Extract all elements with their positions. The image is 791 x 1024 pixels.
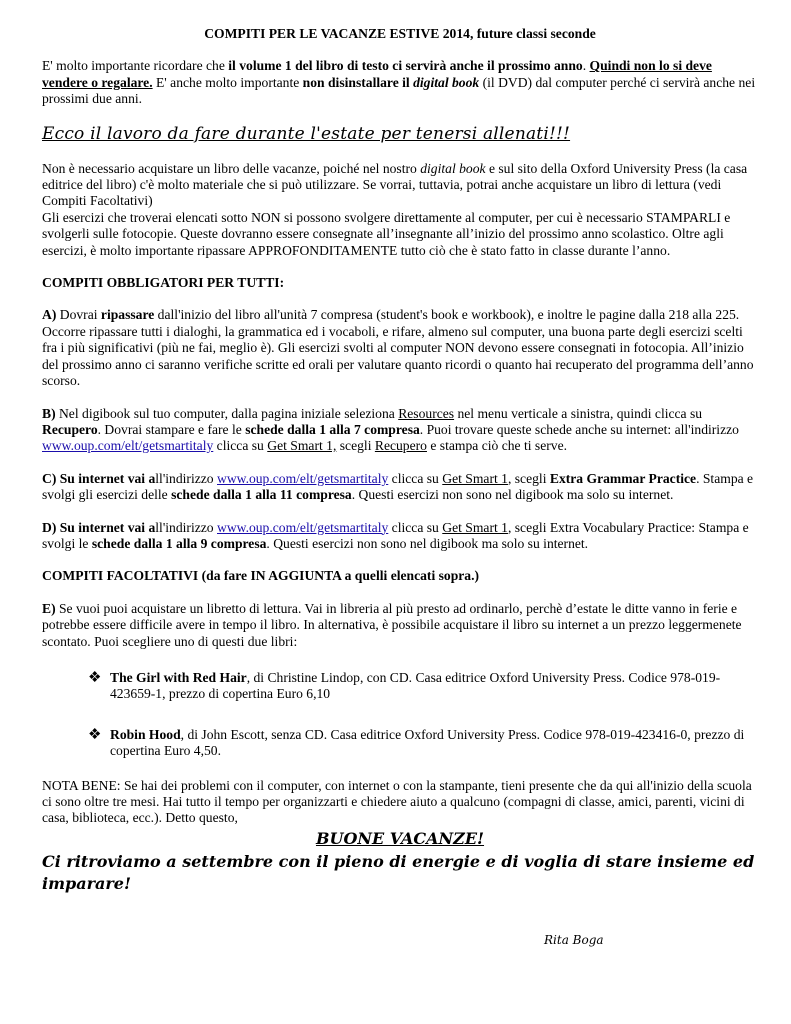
paragraph-d bbox=[42, 520, 758, 553]
signature: Rita Boga bbox=[544, 933, 604, 947]
para-text: scegli bbox=[336, 438, 375, 454]
paragraph-a bbox=[42, 307, 758, 389]
para-text: clicca su bbox=[388, 470, 443, 486]
intro-bold-italic: digital book bbox=[413, 74, 480, 90]
para-text: . Questi esercizi non sono nel digibook ma solo su internet. bbox=[266, 535, 589, 551]
para-underline: Recupero bbox=[374, 438, 427, 454]
para-italic: digital book bbox=[420, 160, 486, 176]
para-bold: schede dalla 1 alla 9 compresa bbox=[91, 535, 267, 551]
para-text: clicca su bbox=[213, 438, 268, 454]
para-underline: Get Smart 1 bbox=[442, 470, 508, 486]
book-list-item bbox=[88, 670, 758, 703]
diamond-bullet-icon: ❖ bbox=[88, 726, 102, 743]
para-text: ll'indirizzo bbox=[155, 470, 217, 486]
paragraph-c bbox=[42, 471, 758, 504]
intro-bold-underline: Quindi non lo si deve vendere o regalare. bbox=[42, 58, 712, 90]
document-title: COMPITI PER LE VACANZE ESTIVE 2014, future classi seconde bbox=[204, 26, 596, 41]
book-details: , di John Escott, senza CD. Casa editrice Oxford University Press. Codice 978-019-423416-0, prezzo di copertina Euro 4,50. bbox=[110, 726, 745, 759]
intro-bold-nondisinstallare: non disinstallare il bbox=[302, 74, 414, 90]
para-text: nel menu verticale a sinistra, quindi clicca su bbox=[454, 405, 703, 421]
para-text: , scegli bbox=[507, 470, 550, 486]
heading-facoltativi: COMPITI FACOLTATIVI (da fare IN AGGIUNTA a quelli elencati sopra.) bbox=[42, 568, 480, 584]
para-text: ll'indirizzo bbox=[155, 519, 217, 535]
para-underline: Get Smart 1, bbox=[267, 438, 337, 454]
intro-text: . bbox=[582, 58, 590, 74]
item-label: B) bbox=[42, 405, 56, 421]
book-details: , di Christine Lindop, con CD. Casa editrice Oxford University Press. Codice 978-019-423659-1, prezzo di copertina Euro 6,10 bbox=[110, 669, 721, 702]
para-bold: schede dalla 1 alla 7 compresa bbox=[245, 421, 420, 437]
heading-obbligatori: COMPITI OBBLIGATORI PER TUTTI: bbox=[42, 275, 285, 291]
intro-bold-volume: il volume 1 del libro di testo ci servirà anche il prossimo anno bbox=[228, 58, 583, 74]
para-underline: Get Smart 1 bbox=[442, 519, 508, 535]
para-text: e stampa ciò che ti serve. bbox=[426, 438, 568, 454]
para-text: e sul sito della Oxford University Press (la casa editrice del libro) c'è molto materiale che si può utilizzare. Se vorrai, tuttavia, potrai anche acquistare un libro di lettura (vedi Compiti Facoltativi) bbox=[42, 160, 748, 209]
para-text: . Puoi trovare queste schede anche su internet: all'indirizzo bbox=[419, 421, 739, 437]
nota-bene-paragraph: NOTA BENE: Se hai dei problemi con il computer, con internet o con la stampante, tieni presente che da qui all'inizio della scuola ci sono oltre tre mesi. Hai tutto il tempo per organizzarti e chiedere aiuto a qualcuno (compagni di classe, amici, parenti, vicini di casa, biblioteca, ecc.). Detto questo, bbox=[42, 777, 752, 826]
paragraph-e bbox=[42, 601, 758, 650]
para-text: clicca su bbox=[388, 519, 443, 535]
item-label: E) bbox=[42, 600, 56, 616]
paragraph-non-necessario bbox=[42, 161, 758, 259]
diamond-bullet-icon: ❖ bbox=[88, 669, 102, 686]
closing-line: Ci ritroviamo a settembre con il pieno di energie e di voglia di stare insieme ed imparare! bbox=[42, 851, 755, 893]
para-bold: Extra Grammar Practice bbox=[549, 470, 697, 486]
item-label: A) bbox=[42, 307, 57, 323]
para-text: Dovrai bbox=[56, 307, 101, 323]
oup-link[interactable]: www.oup.com/elt/getsmartitaly bbox=[217, 470, 389, 486]
para-bold: Recupero bbox=[42, 421, 98, 437]
para-text: . Stampa e svolgi gli esercizi delle bbox=[42, 470, 754, 503]
para-text: Se vuoi puoi acquistare un libretto di lettura. Vai in libreria al più presto ad ordinarlo, perchè d’estate le ditte vanno in ferie e potrebbe essere difficile avere in tempo il libro. In alternativa, è possibile acquistare il libro su internet a un prezzo leggermenete scontato. Puoi scegliere uno di questi due libri: bbox=[42, 600, 742, 649]
buone-vacanze-heading: BUONE VACANZE! bbox=[315, 828, 485, 848]
paragraph-b bbox=[42, 406, 758, 455]
para-text: . Dovrai stampare e fare le bbox=[97, 421, 246, 437]
para-text: , scegli Extra Vocabulary Practice: Stampa e svolgi le bbox=[42, 519, 749, 551]
book-description bbox=[110, 670, 758, 703]
book-title: Robin Hood bbox=[110, 726, 181, 742]
para-text: Non è necessario acquistare un libro delle vacanze, poiché nel nostro bbox=[42, 160, 421, 176]
oup-link[interactable]: www.oup.com/elt/getsmartitaly bbox=[217, 519, 389, 535]
document-page bbox=[42, 26, 758, 895]
book-list-item bbox=[88, 727, 758, 760]
book-title: The Girl with Red Hair bbox=[110, 669, 247, 685]
intro-text: (il DVD) dal computer perché ci servirà anche nei prossimi due anni. bbox=[42, 74, 756, 107]
intro-text: E' anche molto importante bbox=[152, 74, 303, 90]
book-description bbox=[110, 727, 758, 760]
intro-text: E' molto importante ricordare che bbox=[42, 58, 229, 74]
para-text: dall'inizio del libro all'unità 7 compresa (student's book e workbook), e inoltre le pagine dalla 218 alla 225. Occorre ripassare tutti i dialoghi, la grammatica ed i vocaboli, e rifare, almeno sul computer, una buona parte degli esercizi scelti fra i più significativi (più ne fai, meglio è). Gli esercizi svolti al computer NON devono essere consegnati in fotocopia. All’inizio del prossimo anno ci saranno verifiche scritte ed orali per valutare quanto ricordi o quanto hai recuperato del programma dell’anno scorso. bbox=[42, 307, 754, 389]
intro-paragraph bbox=[42, 58, 758, 107]
para-bold: C) Su internet vai a bbox=[42, 470, 156, 486]
oup-link[interactable]: www.oup.com/elt/getsmartitaly bbox=[42, 438, 214, 454]
para-underline: Resources bbox=[398, 405, 455, 421]
para-text: . Questi esercizi non sono nel digibook ma solo su internet. bbox=[351, 487, 674, 503]
para-text: Gli esercizi che troverai elencati sotto NON si possono svolgere direttamente al computer, per cui è necessario STAMPARLI e svolgerli sulle fotocopie. Queste dovranno essere consegnate all’insegnante all’inizio del prossimo anno scolastico. Oltre agli esercizi, è molto importante ripassare APPROFONDITAMENTE tutto ciò che è stato fatto in classe durante l’anno. bbox=[42, 209, 731, 258]
ecco-heading: Ecco il lavoro da fare durante l'estate per tenersi allenati!!! bbox=[42, 123, 571, 144]
para-bold: D) Su internet vai a bbox=[42, 519, 156, 535]
para-bold: ripassare bbox=[100, 307, 155, 323]
para-text: Nel digibook sul tuo computer, dalla pagina iniziale seleziona bbox=[55, 405, 399, 421]
para-bold: schede dalla 1 alla 11 compresa bbox=[171, 487, 352, 503]
